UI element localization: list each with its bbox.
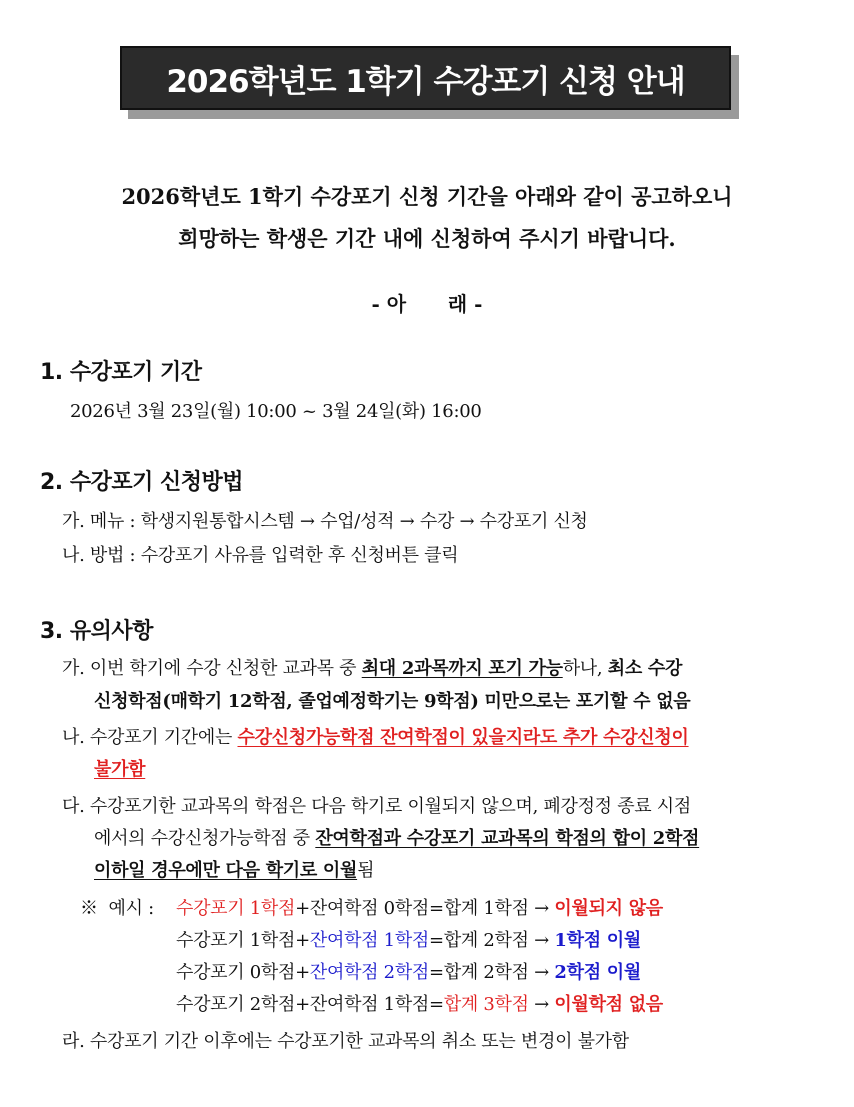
note-da-line1: 다. 수강포기한 교과목의 학점은 다음 학기로 이월되지 않으며, 폐강정정 종료 시점 (62, 796, 691, 817)
method-procedure: 나. 방법 : 수강포기 사유를 입력한 후 신청버튼 클릭 (62, 545, 459, 566)
example-dropped: 수강포기 1학점 (176, 898, 296, 919)
example-remaining: 잔여학점 1학점 (309, 994, 430, 1015)
section2-heading: 2. 수강포기 신청방법 (40, 470, 243, 495)
method-menu: 가. 메뉴 : 학생지원통합시스템 → 수업/성적 → 수강 → 수강포기 신청 (62, 511, 588, 532)
example-dropped: 수강포기 1학점 (176, 930, 296, 951)
example-row (176, 990, 663, 1016)
note-na-line2: 불가함 (94, 759, 146, 780)
example-dropped: 수강포기 0학점 (176, 962, 296, 983)
example-result: 2학점 이월 (554, 962, 641, 983)
note-ga-line1 (62, 654, 682, 680)
note-na-prefix: 나. 수강포기 기간에는 (62, 727, 238, 748)
note-da-line3-suffix: 됨 (357, 860, 375, 881)
example-label: ※ 예시 : (80, 898, 160, 919)
example-equals: = (429, 930, 444, 951)
example-total: 합계 2학점 (443, 930, 529, 951)
example-equals: = (429, 994, 444, 1015)
application-period: 2026년 3월 23일(월) 10:00 ~ 3월 24일(화) 16:00 (70, 401, 482, 422)
note-na-emphasis: 수강신청가능학점 잔여학점이 있을지라도 추가 수강신청이 (237, 727, 689, 748)
example-arrow: → (528, 962, 555, 983)
example-equals: = (429, 962, 444, 983)
note-ga-prefix: 가. 이번 학기에 수강 신청한 교과목 중 (62, 658, 362, 679)
notice-divider: - 아 래 - (371, 292, 483, 316)
example-remaining: 잔여학점 2학점 (309, 962, 430, 983)
example-remaining: 잔여학점 0학점 (309, 898, 430, 919)
note-da-line3 (94, 856, 374, 882)
title-box (120, 46, 731, 110)
note-na-line1 (62, 723, 689, 749)
example-equals: = (429, 898, 444, 919)
example-plus: + (295, 962, 310, 983)
example-row (176, 894, 663, 920)
example-arrow: → (528, 898, 555, 919)
example-total: 합계 2학점 (443, 962, 529, 983)
example-plus: + (295, 930, 310, 951)
example-plus: + (295, 898, 310, 919)
section3-heading: 3. 유의사항 (40, 619, 153, 644)
note-ga-emphasis: 최대 2과목까지 포기 가능 (361, 658, 563, 679)
note-ga-line2: 신청학점(매학기 12학점, 졸업예정학기는 9학점) 미만으로는 포기할 수 없음 (94, 691, 691, 712)
example-row (176, 958, 641, 984)
note-da-line3-emphasis: 이하일 경우에만 다음 학기로 이월 (94, 860, 358, 881)
example-total: 합계 3학점 (443, 994, 529, 1015)
note-ga-bold-tail: 최소 수강 (607, 658, 683, 679)
example-result: 1학점 이월 (554, 930, 641, 951)
example-result: 이월학점 없음 (554, 994, 663, 1015)
note-da-line2-emphasis: 잔여학점과 수강포기 교과목의 학점의 합이 2학점 (315, 828, 700, 849)
note-ga-suffix: 하나, (562, 658, 608, 679)
note-da-line2 (94, 824, 699, 850)
note-ra: 라. 수강포기 기간 이후에는 수강포기한 교과목의 취소 또는 변경이 불가함 (62, 1031, 629, 1052)
page-title: 2026학년도 1학기 수강포기 신청 안내 (166, 63, 685, 100)
example-row (176, 926, 641, 952)
intro-line-2: 희망하는 학생은 기간 내에 신청하여 주시기 바랍니다. (178, 226, 676, 251)
example-arrow: → (528, 994, 555, 1015)
example-result: 이월되지 않음 (554, 898, 663, 919)
example-arrow: → (528, 930, 555, 951)
intro-line-1: 2026학년도 1학기 수강포기 신청 기간을 아래와 같이 공고하오니 (121, 184, 733, 209)
example-dropped: 수강포기 2학점 (176, 994, 296, 1015)
title-banner (120, 46, 731, 110)
note-da-line2-prefix: 에서의 수강신청가능학점 중 (94, 828, 316, 849)
example-total: 합계 1학점 (443, 898, 529, 919)
example-plus: + (295, 994, 310, 1015)
section1-heading: 1. 수강포기 기간 (40, 360, 202, 385)
example-remaining: 잔여학점 1학점 (309, 930, 430, 951)
